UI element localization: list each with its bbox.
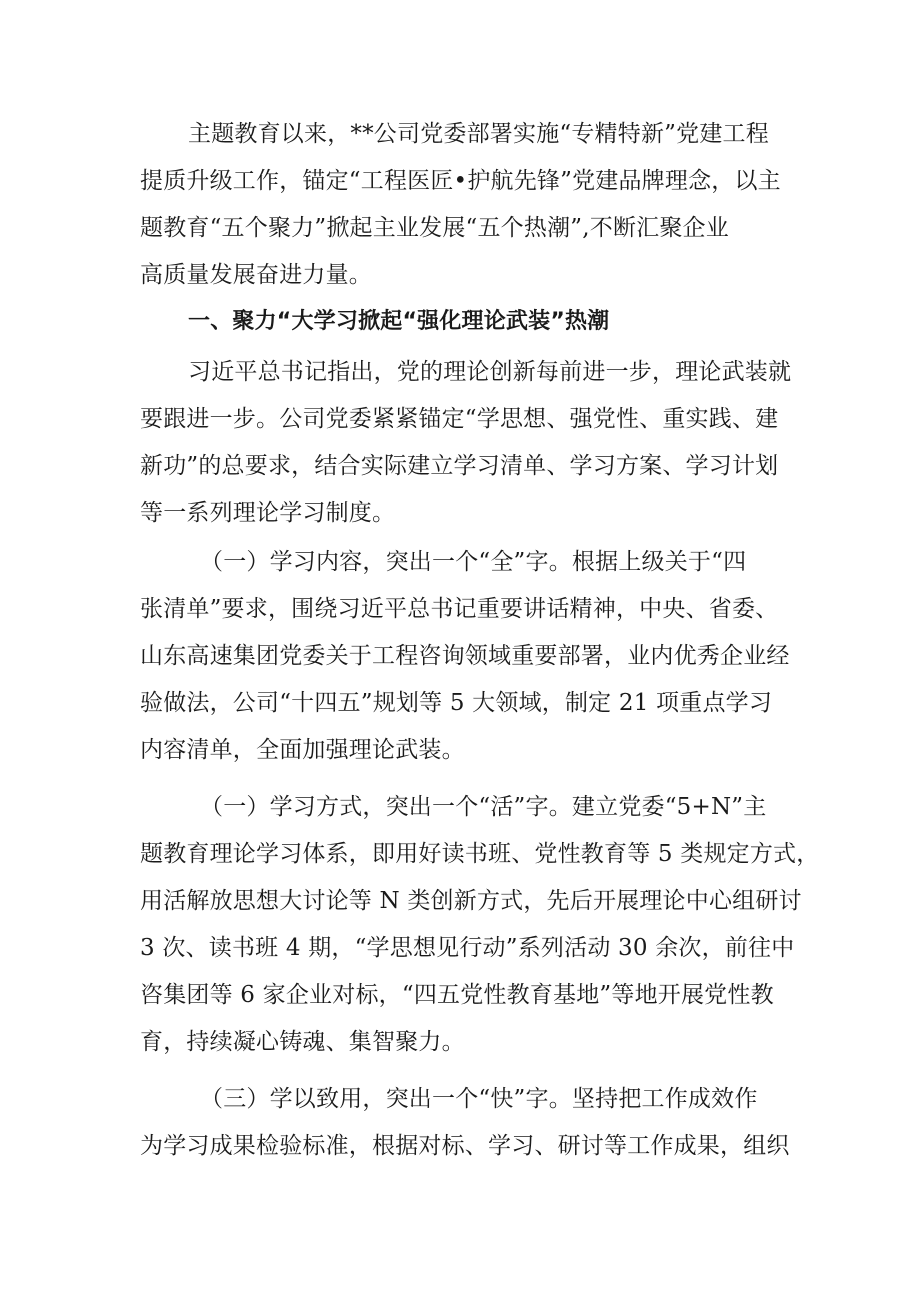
paragraph-sub2-line-1: （一）学习方式，突出一个“活”字。建立党委“5+N”主 xyxy=(200,794,767,820)
paragraph-sub2-line-3: 用活解放思想大讨论等 N 类创新方式，先后开展理论中心组研讨 xyxy=(140,888,802,914)
paragraph-sub2-line-5: 咨集团等 6 家企业对标，“四五党性教育基地”等地开展党性教 xyxy=(140,982,774,1008)
paragraph-sub2-line-6: 育，持续凝心铸魂、集智聚力。 xyxy=(140,1029,465,1055)
paragraph-sub1-line-1: （一）学习内容，突出一个“全”字。根据上级关于“四 xyxy=(200,549,747,575)
section-heading-1: 一、聚力“大学习掀起“强化理论武装”热潮 xyxy=(188,309,610,334)
paragraph-sub2-line-2: 题教育理论学习体系，即用好读书班、党性教育等 5 类规定方式， xyxy=(140,841,820,867)
paragraph-section1-line-2: 要跟进一步。公司党委紧紧锚定“学思想、强党性、重实践、建 xyxy=(140,406,779,432)
paragraph-sub1-line-2: 张清单”要求，围绕习近平总书记重要讲话精神，中央、省委、 xyxy=(140,596,779,622)
paragraph-sub2-line-4: 3 次、读书班 4 期，“学思想见行动”系列活动 30 余次，前往中 xyxy=(140,935,795,961)
paragraph-intro-line-4: 高质量发展奋进力量。 xyxy=(140,262,372,288)
paragraph-intro-line-1: 主题教育以来，**公司党委部署实施“专精特新”党建工程 xyxy=(188,121,769,147)
paragraph-sub1-line-4: 验做法，公司“十四五”规划等 5 大领域，制定 21 项重点学习 xyxy=(140,690,773,716)
paragraph-sub3-line-1: （三）学以致用，突出一个“快”字。坚持把工作成效作 xyxy=(200,1086,758,1112)
paragraph-sub3-line-2: 为学习成果检验标准，根据对标、学习、研讨等工作成果，组织 xyxy=(140,1133,790,1159)
paragraph-sub1-line-3: 山东高速集团党委关于工程咨询领域重要部署，业内优秀企业经 xyxy=(140,643,790,669)
paragraph-sub1-line-5: 内容清单，全面加强理论武装。 xyxy=(140,737,465,763)
paragraph-section1-line-4: 等一系列理论学习制度。 xyxy=(140,500,396,526)
paragraph-intro-line-3: 题教育“五个聚力”掀起主业发展“五个热潮”,不断汇聚企业 xyxy=(140,215,729,241)
paragraph-intro-line-2: 提质升级工作，锚定“工程医匠•护航先锋”党建品牌理念，以主 xyxy=(140,168,781,194)
paragraph-section1-line-3: 新功”的总要求，结合实际建立学习清单、学习方案、学习计划 xyxy=(140,453,779,479)
paragraph-section1-line-1: 习近平总书记指出，党的理论创新每前进一步，理论武装就 xyxy=(188,359,792,385)
